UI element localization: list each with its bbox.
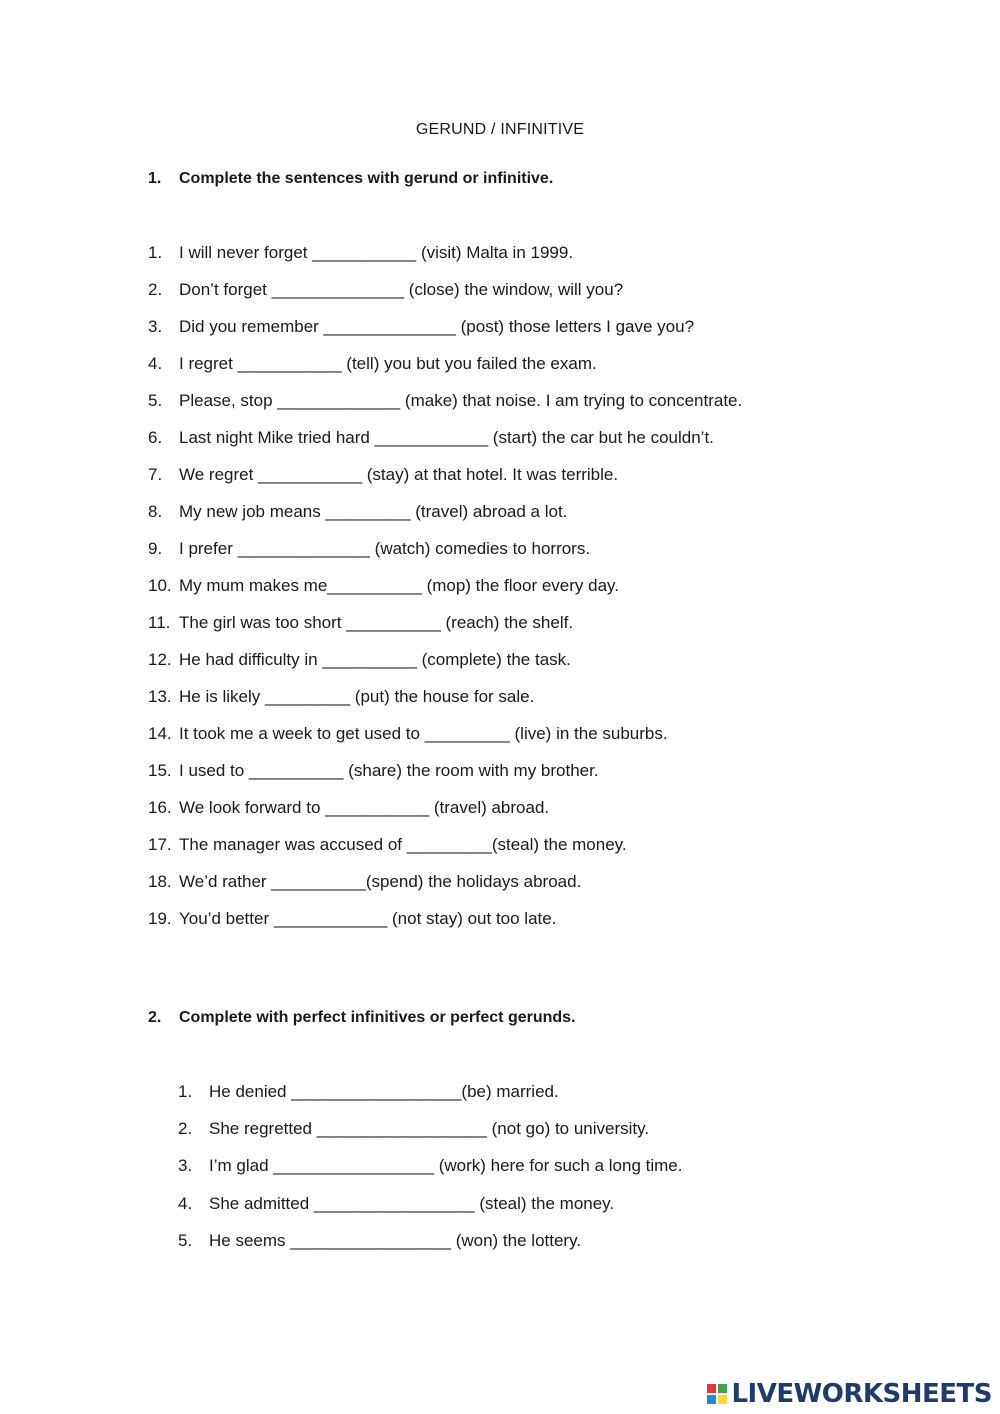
question-text: We regret ___________ (stay) at that hotel. It was terrible.	[179, 465, 619, 484]
liveworksheets-wordmark: LIVEWORKSHEETS	[731, 1379, 992, 1409]
question-text: I used to __________ (share) the room with my brother.	[179, 761, 599, 780]
section-2-number: 2.	[148, 1009, 162, 1026]
question-number: 5.	[148, 391, 163, 410]
question-number: 3.	[148, 317, 163, 336]
question-number: 12.	[148, 650, 172, 669]
question-text: She admitted _________________ (steal) the money.	[209, 1193, 615, 1213]
question-item	[148, 576, 619, 596]
question-item	[148, 354, 597, 374]
question-number: 1.	[148, 243, 163, 262]
question-text: Last night Mike tried hard ____________ (start) the car but he couldn’t.	[179, 428, 714, 447]
question-text: I regret ___________ (tell) you but you failed the exam.	[179, 354, 597, 373]
question-number: 7.	[148, 465, 163, 484]
question-number: 8.	[148, 502, 163, 521]
liveworksheets-brand	[707, 1380, 992, 1408]
question-text: Don’t forget ______________ (close) the window, will you?	[179, 280, 624, 299]
question-number: 16.	[148, 798, 172, 817]
question-item	[178, 1194, 614, 1214]
question-number: 14.	[148, 724, 172, 743]
question-number: 18.	[148, 872, 172, 891]
question-number: 2.	[148, 280, 163, 299]
question-text: You’d better ____________ (not stay) out too late.	[179, 909, 557, 928]
question-item	[178, 1231, 581, 1251]
question-text: Please, stop _____________ (make) that noise. I am trying to concentrate.	[179, 391, 743, 410]
question-number: 19.	[148, 909, 172, 928]
question-item	[148, 502, 567, 522]
question-number: 2.	[178, 1119, 193, 1139]
question-item	[148, 465, 618, 485]
question-text: He had difficulty in __________ (complete) the task.	[179, 650, 571, 669]
question-item	[148, 280, 623, 300]
question-text: We look forward to ___________ (travel) abroad.	[179, 798, 550, 817]
question-number: 1.	[178, 1082, 193, 1101]
question-text: My mum makes me__________ (mop) the floor every day.	[179, 576, 619, 595]
question-item	[148, 243, 573, 263]
question-item	[148, 835, 627, 855]
question-text: It took me a week to get used to _________ (live) in the suburbs.	[179, 724, 668, 743]
question-item	[148, 724, 668, 744]
section-2-instruction: Complete with perfect infinitives or perfect gerunds.	[179, 1009, 576, 1026]
question-item	[148, 687, 534, 707]
question-number: 9.	[148, 539, 163, 558]
question-number: 13.	[148, 687, 172, 706]
question-number: 11.	[148, 613, 171, 632]
question-text: The manager was accused of _________(steal) the money.	[179, 835, 627, 854]
question-number: 6.	[148, 428, 163, 447]
question-number: 5.	[178, 1230, 193, 1250]
question-text: The girl was too short __________ (reach) the shelf.	[179, 613, 574, 632]
question-item	[148, 613, 573, 633]
logo-tile	[707, 1395, 716, 1404]
liveworksheets-logo-icon	[707, 1384, 727, 1404]
question-item	[148, 539, 590, 559]
question-text: We’d rather __________(spend) the holidays abroad.	[179, 872, 582, 891]
question-number: 3.	[178, 1156, 193, 1176]
question-item	[148, 872, 581, 892]
question-item	[178, 1082, 559, 1102]
section-2-heading	[148, 1009, 576, 1027]
question-item	[148, 428, 714, 448]
page-title: GERUND / INFINITIVE	[415, 121, 585, 138]
question-text: She regretted __________________ (not go) to university.	[209, 1119, 650, 1139]
question-item	[178, 1119, 649, 1139]
section-1-number: 1.	[148, 170, 162, 187]
question-number: 4.	[148, 354, 163, 373]
question-text: He is likely _________ (put) the house for sale.	[179, 687, 535, 706]
question-item	[148, 317, 694, 337]
question-text: I prefer ______________ (watch) comedies to horrors.	[179, 539, 591, 558]
question-item	[148, 650, 571, 670]
question-item	[148, 909, 556, 929]
section-1-heading	[148, 170, 553, 188]
question-item	[148, 798, 549, 818]
question-item	[148, 761, 599, 781]
question-text: I will never forget ___________ (visit) Malta in 1999.	[179, 243, 574, 262]
question-item	[148, 391, 742, 411]
logo-tile	[718, 1384, 727, 1393]
question-text: He seems _________________ (won) the lottery.	[209, 1230, 582, 1250]
question-text: My new job means _________ (travel) abroad a lot.	[179, 502, 568, 521]
question-item	[178, 1156, 682, 1176]
question-number: 15.	[148, 761, 172, 780]
question-text: Did you remember ______________ (post) those letters I gave you?	[179, 317, 695, 336]
question-number: 4.	[178, 1193, 193, 1213]
question-number: 10.	[148, 576, 172, 595]
section-1-instruction: Complete the sentences with gerund or infinitive.	[179, 170, 554, 187]
question-number: 17.	[148, 835, 172, 854]
question-text: I’m glad _________________ (work) here for such a long time.	[209, 1156, 683, 1176]
logo-tile	[707, 1384, 716, 1393]
question-text: He denied __________________(be) married.	[209, 1082, 559, 1101]
logo-tile	[718, 1395, 727, 1404]
